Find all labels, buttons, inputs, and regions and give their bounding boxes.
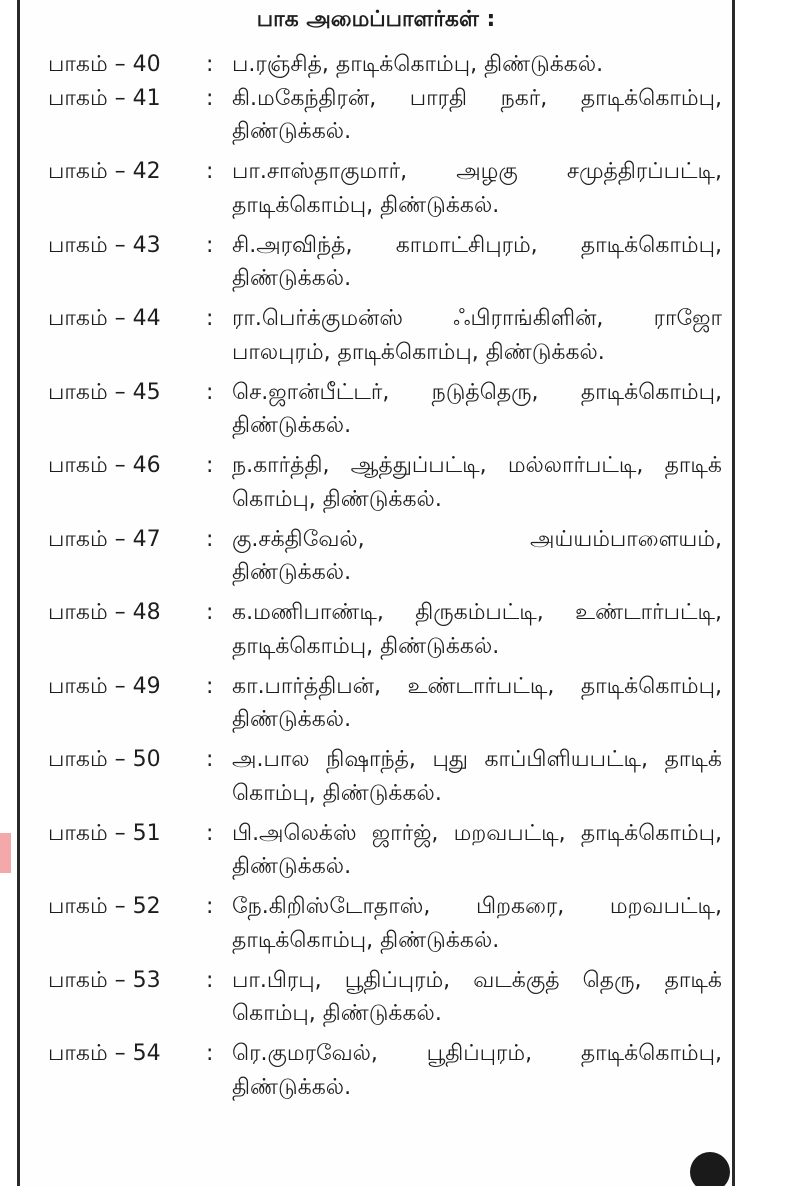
organizer-details xyxy=(232,302,728,369)
organizer-line: கொம்பு, திண்டுக்கல். xyxy=(232,780,442,806)
list-item xyxy=(48,523,728,597)
organizer-line: பா.பிரபு, பூதிப்புரம், வடக்குத் தெரு, தாடிக் xyxy=(232,967,722,993)
organizer-details xyxy=(232,670,728,737)
separator-colon: : xyxy=(206,453,214,478)
organizer-line: திண்டுக்கல். xyxy=(232,854,352,879)
list-item xyxy=(48,48,728,82)
entry-list xyxy=(48,48,728,1111)
organizer-details xyxy=(232,743,728,810)
organizer-line: க.மணிபாண்டி, திருகம்பட்டி, உண்டார்பட்டி, xyxy=(232,600,722,625)
separator-colon: : xyxy=(206,747,214,772)
part-number-label: பாகம் – 53 xyxy=(48,967,161,993)
organizer-details xyxy=(232,376,728,443)
section-heading: பாக அமைப்பாளர்கள் : xyxy=(256,7,496,32)
organizer-line: கா.பார்த்திபன், உண்டார்பட்டி, தாடிக்கொம்பு, xyxy=(232,673,722,699)
organizer-line: தாடிக்கொம்பு, திண்டுக்கல். xyxy=(232,633,500,659)
organizer-details xyxy=(232,523,728,590)
part-number-label: பாகம் – 40 xyxy=(48,52,161,77)
part-number-label: பாகம் – 54 xyxy=(48,1041,161,1066)
margin-accent-mark xyxy=(0,833,11,873)
part-number-label: பாகம் – 50 xyxy=(48,747,161,772)
organizer-line: திண்டுக்கல். xyxy=(232,266,352,291)
separator-colon: : xyxy=(206,526,214,552)
organizer-details xyxy=(232,817,728,884)
organizer-details xyxy=(232,596,728,663)
organizer-line: நே.கிறிஸ்டோதாஸ், பிறகரை, மறவபட்டி, xyxy=(232,894,722,919)
list-item xyxy=(48,890,728,964)
list-item xyxy=(48,1037,728,1111)
list-item xyxy=(48,964,728,1038)
organizer-line: ப.ரஞ்சித், தாடிக்கொம்பு, திண்டுக்கல். xyxy=(232,52,604,77)
list-item xyxy=(48,670,728,744)
organizer-details xyxy=(232,1037,728,1104)
list-item xyxy=(48,596,728,670)
part-number-label: பாகம் – 46 xyxy=(48,453,161,478)
organizer-line: பி.அலெக்ஸ் ஜார்ஜ், மறவபட்டி, தாடிக்கொம்பு, xyxy=(232,820,722,846)
separator-colon: : xyxy=(206,379,214,405)
part-number-label: பாகம் – 45 xyxy=(48,379,161,405)
organizer-details xyxy=(232,48,728,82)
organizer-line: திண்டுக்கல். xyxy=(232,707,352,732)
organizer-line: திண்டுக்கல். xyxy=(232,560,352,585)
separator-colon: : xyxy=(206,600,214,625)
list-item xyxy=(48,449,728,523)
part-number-label: பாகம் – 43 xyxy=(48,232,161,258)
organizer-details xyxy=(232,449,728,516)
organizer-details xyxy=(232,229,728,296)
part-number-label: பாகம் – 52 xyxy=(48,894,161,919)
part-number-label: பாகம் – 47 xyxy=(48,526,161,552)
organizer-line: செ.ஜான்பீட்டர், நடுத்தெரு, தாடிக்கொம்பு, xyxy=(232,379,722,405)
organizer-line: திண்டுக்கல். xyxy=(232,413,352,438)
organizer-line: கு.சக்திவேல், அய்யம்பாளையம், xyxy=(232,526,722,552)
separator-colon: : xyxy=(206,306,214,331)
organizer-line: தாடிக்கொம்பு, திண்டுக்கல். xyxy=(232,927,500,953)
organizer-line: பாலபுரம், தாடிக்கொம்பு, திண்டுக்கல். xyxy=(232,339,605,365)
list-item xyxy=(48,376,728,450)
organizer-details xyxy=(232,82,728,149)
separator-colon: : xyxy=(206,232,214,258)
list-item xyxy=(48,82,728,156)
organizer-line: திண்டுக்கல். xyxy=(232,119,352,144)
separator-colon: : xyxy=(206,52,214,77)
list-item xyxy=(48,302,728,376)
organizer-line: ரெ.குமரவேல், பூதிப்புரம், தாடிக்கொம்பு, xyxy=(232,1041,722,1066)
organizer-line: தாடிக்கொம்பு, திண்டுக்கல். xyxy=(232,192,500,218)
separator-colon: : xyxy=(206,967,214,993)
organizer-details xyxy=(232,964,728,1031)
separator-colon: : xyxy=(206,820,214,846)
part-number-label: பாகம் – 49 xyxy=(48,673,161,699)
organizer-line: பா.சாஸ்தாகுமார், அழகு சமுத்திரப்பட்டி, xyxy=(232,159,722,184)
organizer-line: கொம்பு, திண்டுக்கல். xyxy=(232,1001,442,1026)
separator-colon: : xyxy=(206,159,214,184)
organizer-details xyxy=(232,890,728,957)
list-item xyxy=(48,743,728,817)
part-number-label: பாகம் – 42 xyxy=(48,159,161,184)
part-number-label: பாகம் – 44 xyxy=(48,306,161,331)
separator-colon: : xyxy=(206,85,214,111)
organizer-line: அ.பால நிஷாந்த், புது காப்பிளியபட்டி, தாடிக் xyxy=(232,747,722,772)
organizer-line: ரா.பெர்க்குமன்ஸ் ஃபிராங்கிளின், ராஜோ xyxy=(232,306,722,331)
organizer-line: சி.அரவிந்த், காமாட்சிபுரம், தாடிக்கொம்பு, xyxy=(232,232,722,258)
page-corner-circle xyxy=(690,1152,730,1186)
separator-colon: : xyxy=(206,894,214,919)
part-number-label: பாகம் – 48 xyxy=(48,600,161,625)
part-number-label: பாகம் – 51 xyxy=(48,820,161,846)
list-item xyxy=(48,817,728,891)
organizer-line: கி.மகேந்திரன், பாரதி நகர், தாடிக்கொம்பு, xyxy=(232,85,722,111)
separator-colon: : xyxy=(206,1041,214,1066)
part-number-label: பாகம் – 41 xyxy=(48,85,161,111)
organizer-details xyxy=(232,155,728,222)
list-item xyxy=(48,229,728,303)
organizer-line: கொம்பு, திண்டுக்கல். xyxy=(232,486,442,512)
list-item xyxy=(48,155,728,229)
organizer-line: திண்டுக்கல். xyxy=(232,1074,352,1100)
organizer-line: ந.கார்த்தி, ஆத்துப்பட்டி, மல்லார்பட்டி, தாடிக் xyxy=(232,453,722,478)
separator-colon: : xyxy=(206,673,214,699)
